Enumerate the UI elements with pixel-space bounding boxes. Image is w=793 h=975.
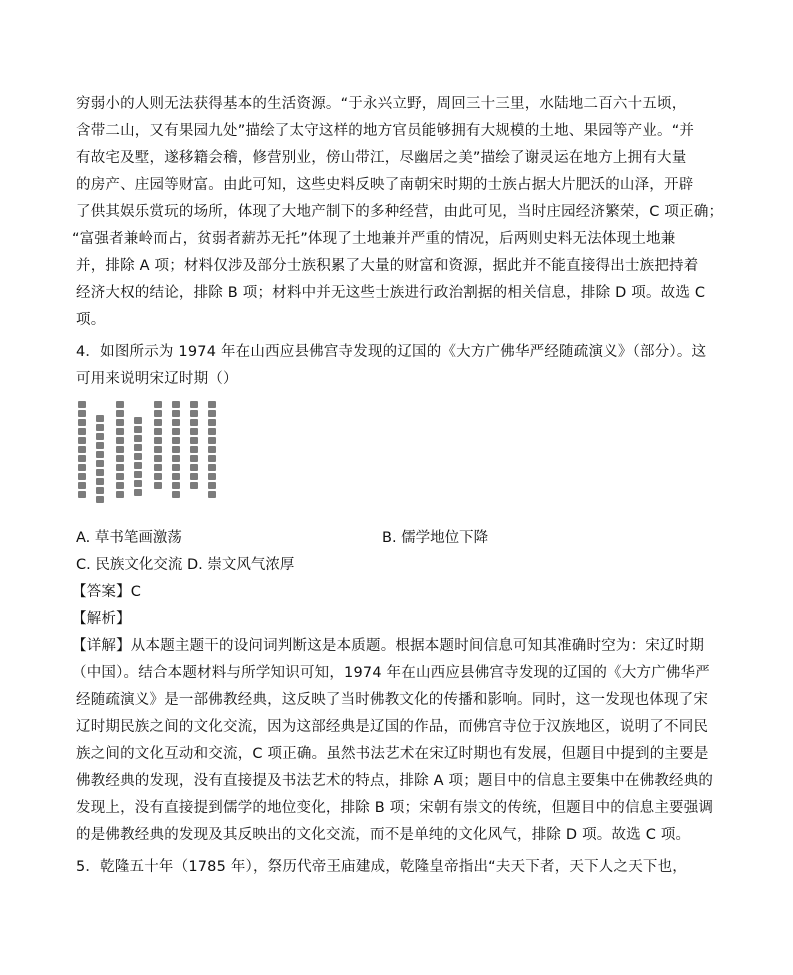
detail-line: 佛教经典的发现，没有直接提及书法艺术的特点，排除 A 项；题目中的信息主要集中在佛教经典的 xyxy=(76,773,714,789)
question-4-stem-cont: 可用来说明宋辽时期（） xyxy=(76,371,238,387)
detail-line: 【详解】从本题主题干的设问词判断这是本质题。根据本题时间信息可知其准确时空为：宋辽时期 xyxy=(72,638,705,654)
text-line: 项。 xyxy=(76,312,106,328)
text-line: “富强者兼岭而占，贫弱者薪苏无托”体现了土地兼并严重的情况，后两则史料无法体现土地兼 xyxy=(72,231,676,247)
text-line: 含带二山，又有果园九处”描绘了太守这样的地方官员能够拥有大规模的土地、果园等产业。“并 xyxy=(76,123,695,139)
manuscript-image xyxy=(72,397,228,509)
detail-line: 的是佛教经典的发现及其反映出的文化交流，而不是单纯的文化风气，排除 D 项。故选 C 项。 xyxy=(76,827,691,843)
detail-line: （中国）。结合本题材料与所学知识可知，1974 年在山西应县佛宫寺发现的辽国的《大方广佛华严 xyxy=(72,665,710,681)
detail-line: 辽时期民族之间的文化交流，因为这部经典是辽国的作品，而佛宫寺位于汉族地区，说明了不同民 xyxy=(76,719,709,735)
option-b: B. 儒学地位下降 xyxy=(382,530,489,546)
question-5-stem: 5．乾隆五十年（1785 年），祭历代帝王庙建成，乾隆皇帝指出“夫天下者，天下人之天下也， xyxy=(76,859,687,875)
option-c-d: C. 民族文化交流 D. 崇文风气浓厚 xyxy=(76,557,295,573)
question-4-stem: 4．如图所示为 1974 年在山西应县佛宫寺发现的辽国的《大方广佛华严经随疏演义》（部分）。这 xyxy=(76,344,707,360)
text-line: 了供其娱乐赏玩的场所，体现了大地产制下的多种经营，由此可见，当时庄园经济繁荣，C 项正确； xyxy=(76,204,724,220)
answer-label: 【答案】C xyxy=(72,584,142,600)
detail-line: 经随疏演义》是一部佛教经典，这反映了当时佛教文化的传播和影响。同时，这一发现也体现了宋 xyxy=(76,692,709,708)
detail-line: 发现上，没有直接提到儒学的地位变化，排除 B 项；宋朝有崇文的传统，但题目中的信息主要强调 xyxy=(76,800,714,816)
option-a: A. 草书笔画激荡 xyxy=(76,530,182,546)
text-line: 并，排除 A 项；材料仅涉及部分士族积累了大量的财富和资源，据此并不能直接得出士族把持着 xyxy=(76,258,699,274)
detail-line: 族之间的文化互动和交流，C 项正确。虽然书法艺术在宋辽时期也有发展，但题目中提到的主要是 xyxy=(76,746,709,762)
text-line: 穷弱小的人则无法获得基本的生活资源。“于永兴立野，周回三十三里，水陆地二百六十五顷， xyxy=(76,96,687,112)
text-line: 有故宅及墅，遂移籍会稽，修营别业，傍山带江，尽幽居之美”描绘了谢灵运在地方上拥有大量 xyxy=(76,150,687,166)
analysis-title: 【解析】 xyxy=(72,611,131,627)
text-line: 的房产、庄园等财富。由此可知，这些史料反映了南朝宋时期的士族占据大片肥沃的山泽，开辟 xyxy=(76,177,694,193)
text-line: 经济大权的结论，排除 B 项；材料中并无这些士族进行政治割据的相关信息，排除 D 项。故选 C xyxy=(76,285,706,301)
